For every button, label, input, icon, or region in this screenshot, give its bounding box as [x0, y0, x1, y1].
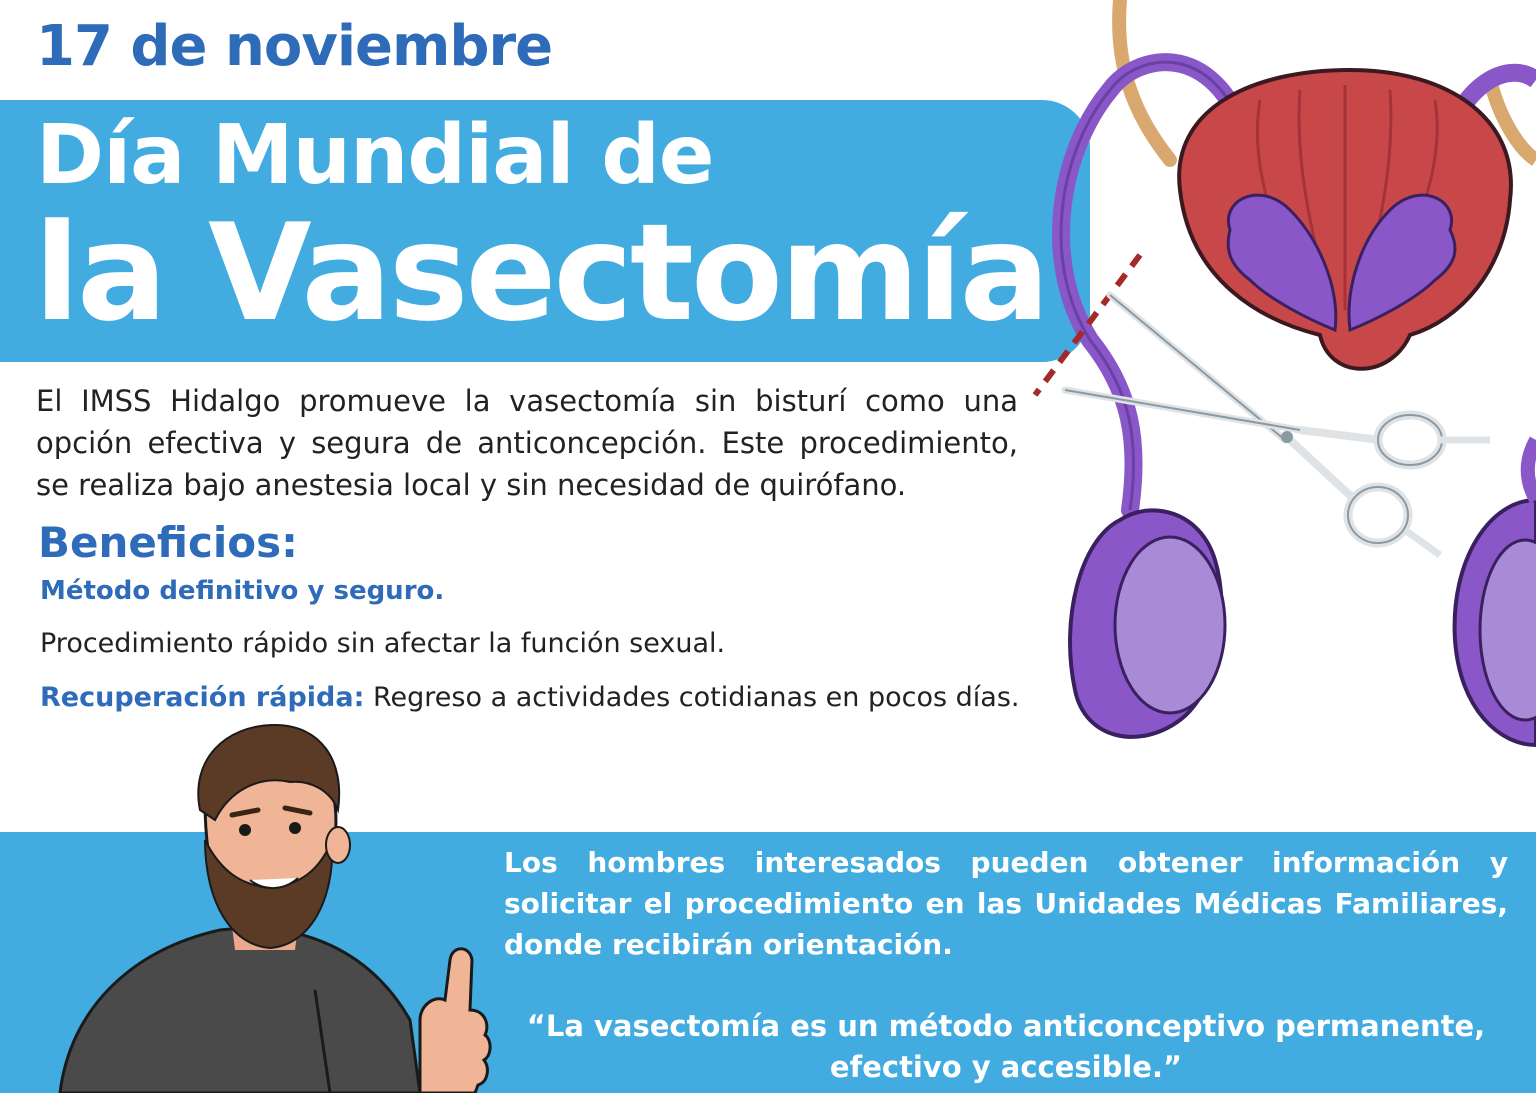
benefit-item-3-text: Regreso a actividades cotidianas en pocos días.	[364, 682, 1020, 713]
benefit-item-3	[40, 682, 1020, 713]
intro-paragraph: El IMSS Hidalgo promueve la vasectomía sin bisturí como una opción efectiva y segura de anticoncepción. Este procedimiento, se realiza bajo anestesia local y sin necesidad de quirófano.	[36, 384, 1018, 502]
benefit-item-2: Procedimiento rápido sin afectar la función sexual.	[40, 628, 726, 659]
info-paragraph: Los hombres interesados pueden obtener información y solicitar el procedimiento en las Unidades Médicas Familiares, donde recibirán orientación.	[504, 846, 1508, 961]
title-line-2: la Vasectomía	[34, 195, 1047, 351]
benefit-item-1: Método definitivo y seguro.	[40, 576, 445, 606]
man-thumbs-up-illustration	[40, 720, 500, 1093]
anatomy-illustration	[1020, 0, 1536, 760]
date-label: 17 de noviembre	[36, 14, 553, 79]
quote-text: “La vasectomía es un método anticonceptivo permanente, efectivo y accesible.”	[526, 1009, 1486, 1084]
benefit-item-3-label: Recuperación rápida:	[40, 682, 365, 713]
title-line-1: Día Mundial de	[36, 108, 714, 203]
benefits-heading: Beneficios:	[38, 518, 298, 567]
